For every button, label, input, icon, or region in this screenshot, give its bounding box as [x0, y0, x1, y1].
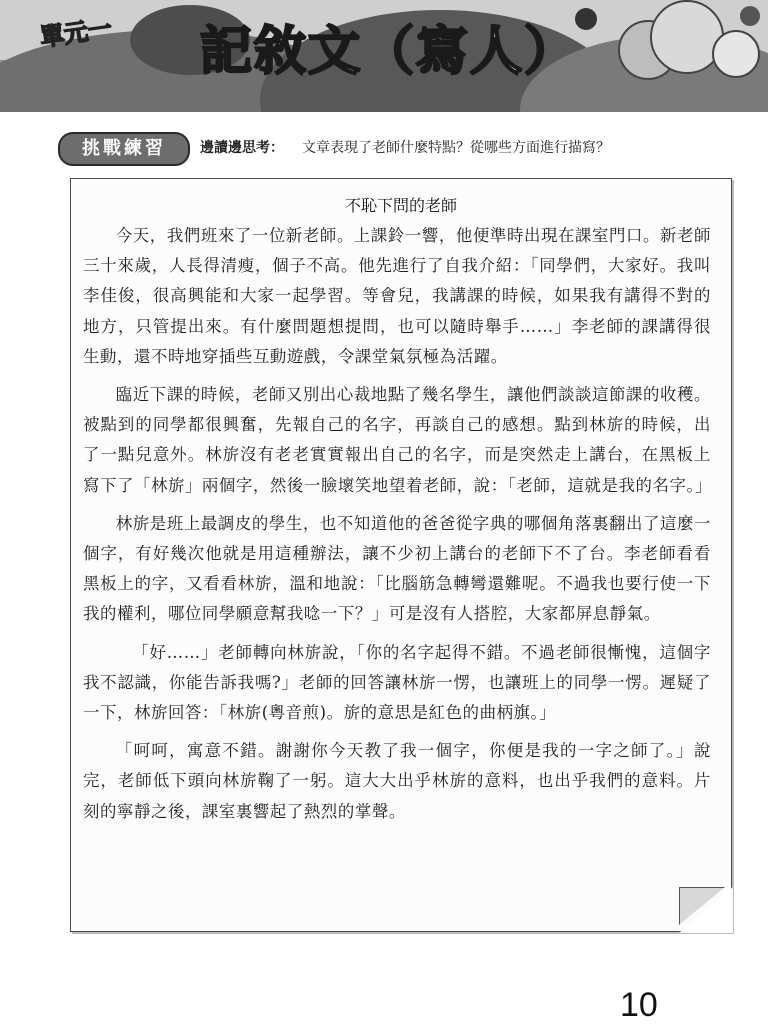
page-title: 記敘文（寫人）	[200, 22, 579, 82]
decoration-dot-icon	[740, 6, 760, 26]
unit-label: 單元一	[38, 14, 114, 52]
article-paragraph: 臨近下課的時候，老師又別出心裁地點了幾名學生，讓他們談談這節課的收穫。被點到的同學都很興奮，先報自己的名字，再談自己的感想。點到林旂的時候，出了一點兒意外。林旂沒有老老實實報出自己的名字，而是突然走上講台，在黑板上寫下了「林旂」兩個字，然後一臉壞笑地望着老師，說：「老師，這就是我的名字。」	[83, 385, 713, 495]
article-paragraph: 「呵呵，寓意不錯。謝謝你今天教了我一個字，你便是我的一字之師了。」說完，老師低下頭向林旂鞠了一躬。這大大出乎林旂的意料，也出乎我們的意料。片刻的寧靜之後，課室裏響起了熱烈的掌聲。	[83, 741, 711, 821]
article-paragraph: 今天，我們班來了一位新老師。上課鈴一響，他便準時出現在課室門口。新老師三十來歲，人長得清瘦，個子不高。他先進行了自我介紹：「同學們，大家好。我叫李佳俊，很高興能和大家一起學習。等會兒，我講課的時候，如果我有講得不對的地方，只管提出來。有什麼問題想提問，也可以隨時舉手……」李老師的課講得很生動，還不時地穿插些互動遊戲，令課堂氣氛極為活躍。	[83, 226, 711, 366]
article-paragraph: 林旂是班上最調皮的學生，也不知道他的爸爸從字典的哪個角落裏翻出了這麼一個字，有好幾次他就是用這種辦法，讓不少初上講台的老師下不了台。李老師看看黑板上的字，又看看林旂，溫和地說：「比腦筋急轉彎還難呢。不過我也要行使一下我的權利，哪位同學願意幫我唸一下？」可是沒有人搭腔，大家都屏息靜氣。	[83, 513, 711, 624]
article-body	[83, 221, 711, 835]
page-number: 10	[620, 986, 658, 1024]
unit-banner	[0, 0, 768, 112]
cartoon-ball-icon	[712, 30, 760, 78]
article-box	[70, 178, 732, 932]
challenge-row	[58, 132, 758, 166]
article-title: 不恥下問的老師	[344, 196, 457, 215]
prompt-question: 文章表現了老師什麼特點？從哪些方面進行描寫？	[302, 140, 610, 156]
article-paragraph: 「好……」老師轉向林旂說，「你的名字起得不錯。不過老師很慚愧，這個字我不認識，你能告訴我嗎?」老師的回答讓林旂一愣，也讓班上的同學一愣。遲疑了一下，林旂回答：「林旂(粵音煎)。旂的意思是紅色的曲柄旗。」	[83, 642, 711, 723]
prompt-label: 邊讀邊思考：	[200, 140, 284, 156]
challenge-badge: 挑戰練習	[58, 132, 190, 166]
